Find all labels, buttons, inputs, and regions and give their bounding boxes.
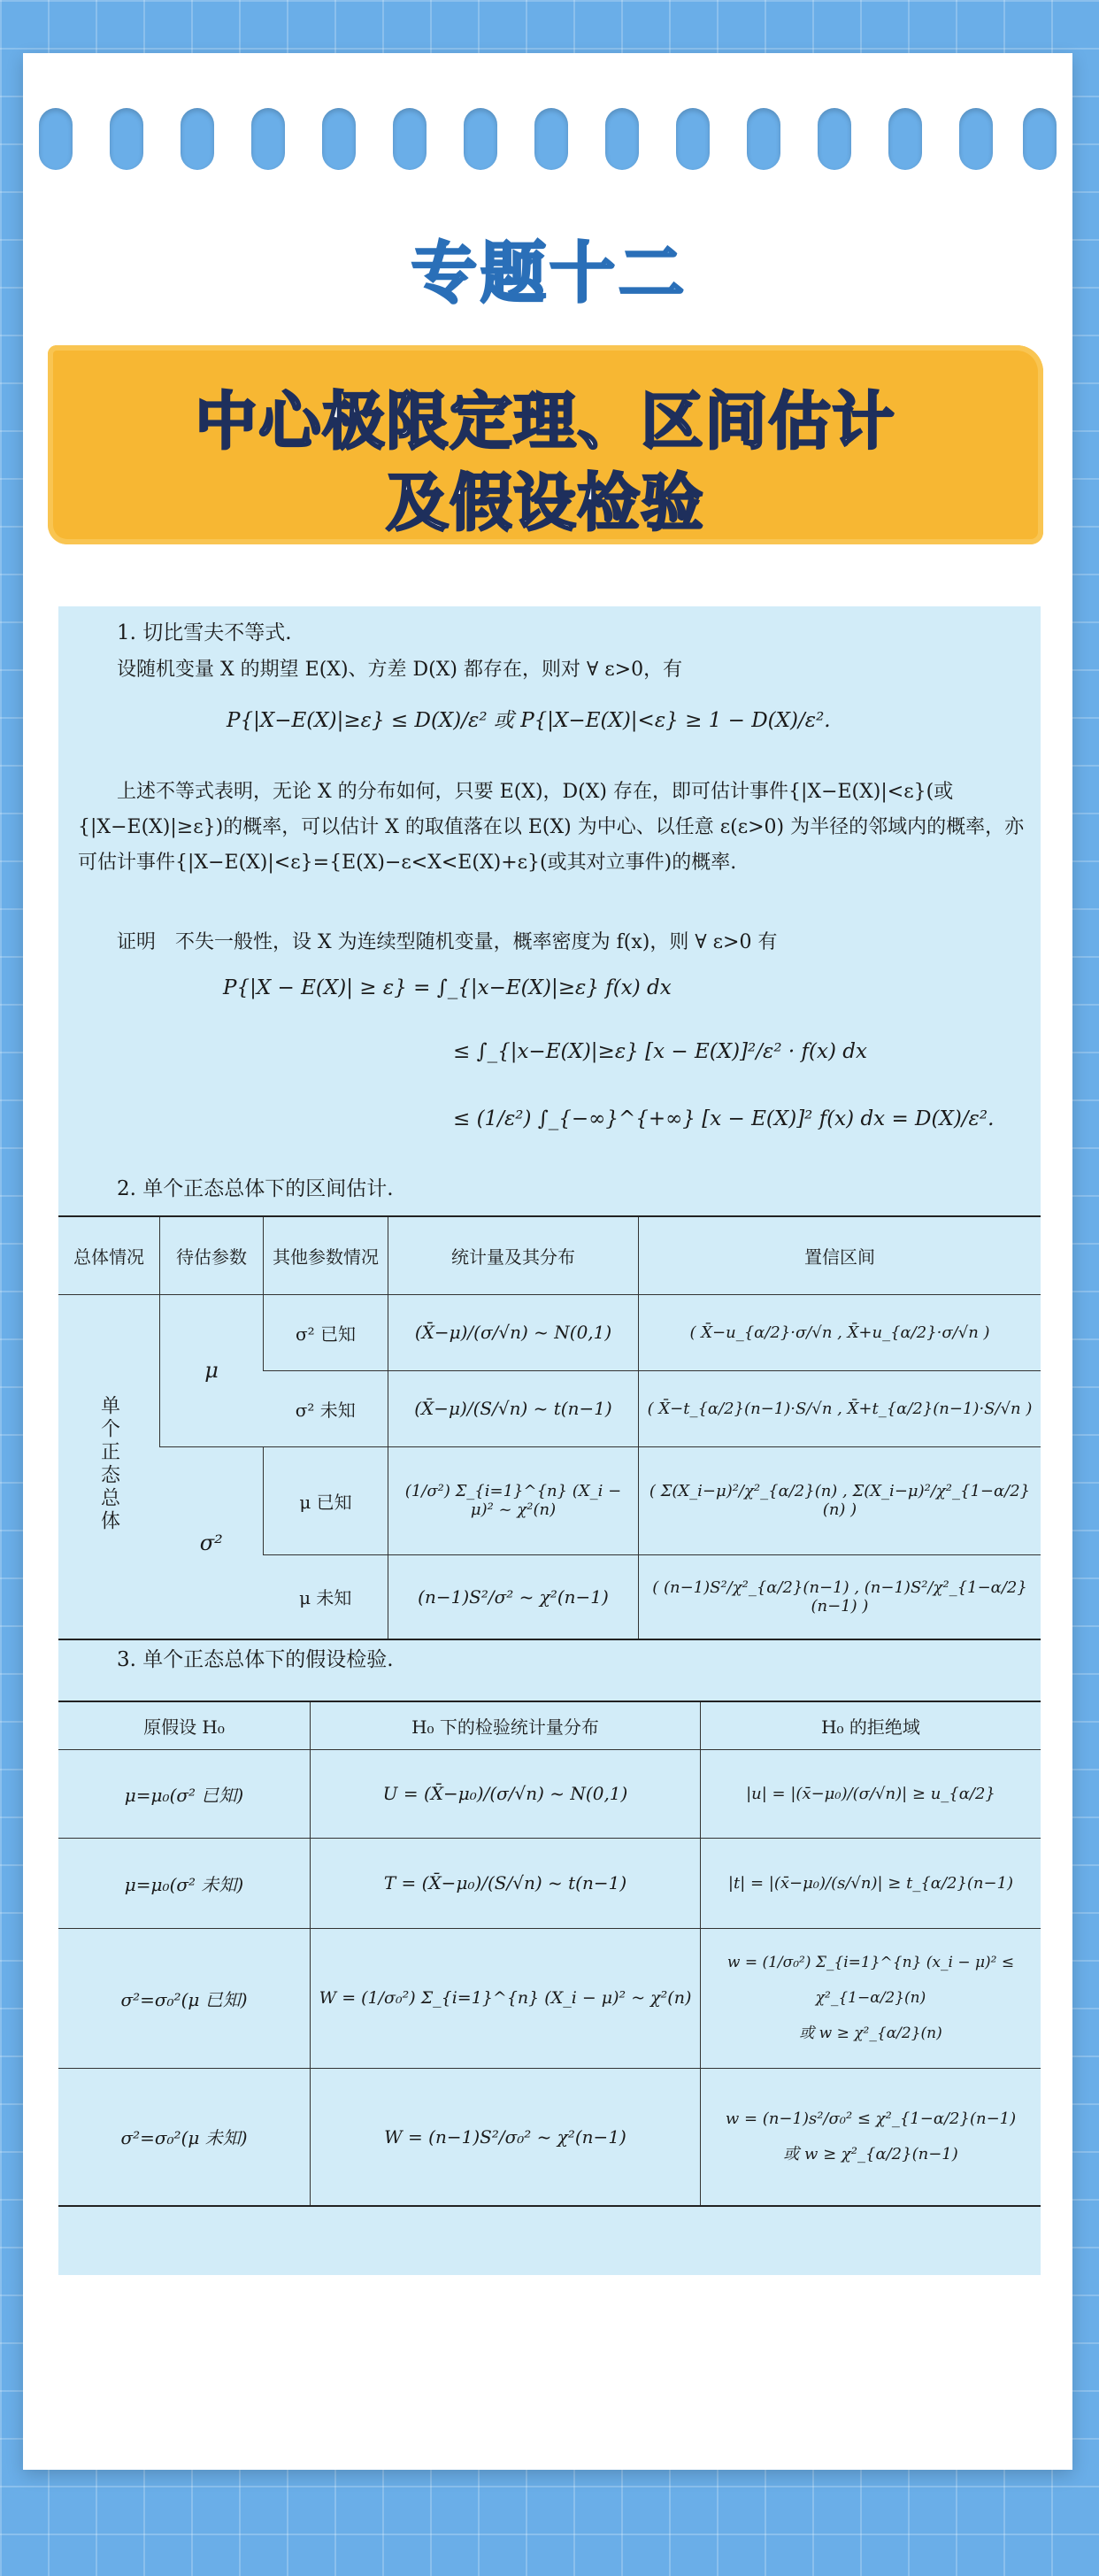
table-cell: σ² 已知 bbox=[264, 1294, 388, 1370]
binder-hole bbox=[1023, 108, 1057, 170]
binder-hole bbox=[251, 108, 285, 170]
table-cell bbox=[701, 2068, 1041, 2206]
proof-line-2: ≤ ∫_{|x−E(X)|≥ε} [x − E(X)]²/ε² · f(x) dx bbox=[453, 1040, 867, 1063]
rejection-line-1: w = (n−1)s²/σ₀² ≤ χ²_{1−α/2}(n−1) bbox=[725, 2109, 1017, 2128]
binder-hole bbox=[110, 108, 143, 170]
title-line-1: 中心极限定理、区间估计 bbox=[195, 385, 896, 458]
param-mu: μ bbox=[160, 1294, 264, 1446]
table-cell: U = (X̄−μ₀)/(σ/√n) ~ N(0,1) bbox=[311, 1749, 701, 1838]
header-test-statistic: H₀ 下的检验统计量分布 bbox=[311, 1701, 701, 1749]
binder-hole bbox=[959, 108, 993, 170]
header-parameter: 待估参数 bbox=[160, 1216, 264, 1294]
binder-hole bbox=[605, 108, 639, 170]
binder-hole bbox=[888, 108, 922, 170]
header-null-hypothesis: 原假设 H₀ bbox=[58, 1701, 311, 1749]
torn-paper-edge bbox=[23, 2355, 1072, 2470]
rejection-line-2: 或 w ≥ χ²_{α/2}(n−1) bbox=[783, 2144, 958, 2163]
table-cell bbox=[701, 1928, 1041, 2068]
header-statistic: 统计量及其分布 bbox=[388, 1216, 639, 1294]
param-sigma: σ² bbox=[160, 1446, 264, 1639]
section1-explanation: 上述不等式表明，无论 X 的分布如何，只要 E(X)，D(X) 存在，即可估计事件{|X−E(X)|<ε}(或{|X−E(X)|≥ε})的概率，可以估计 X 的取值落在以 E(X) 为中心、以任意 ε(ε>0) 为半径的邻域内的概率，亦可估计事件{|X−E(X)|<ε}={E(X)−ε<X<E(X)+ε}(或其对立事件)的概率. bbox=[78, 781, 1025, 874]
rejection-line-2: 或 w ≥ χ²_{α/2}(n) bbox=[799, 2025, 942, 2042]
table-cell: |u| = |(x̄−μ₀)/(σ/√n)| ≥ u_{α/2} bbox=[701, 1749, 1041, 1838]
population-label: 单个正态总体 bbox=[97, 1395, 120, 1534]
table-cell: T = (X̄−μ₀)/(S/√n) ~ t(n−1) bbox=[311, 1838, 701, 1928]
population-cell bbox=[58, 1294, 160, 1639]
table-cell: ( X̄−t_{α/2}(n−1)·S/√n , X̄+t_{α/2}(n−1)·S/√n ) bbox=[639, 1370, 1041, 1446]
title-line-2: 及假设检验 bbox=[386, 467, 705, 539]
header-population: 总体情况 bbox=[58, 1216, 160, 1294]
section1-intro: 设随机变量 X 的期望 E(X)、方差 D(X) 都存在，则对 ∀ ε>0，有 bbox=[117, 659, 683, 681]
table-cell: (X̄−μ)/(σ/√n) ~ N(0,1) bbox=[388, 1294, 639, 1370]
binder-hole bbox=[464, 108, 497, 170]
table-cell: W = (1/σ₀²) Σ_{i=1}^{n} (X_i − μ)² ~ χ²(n) bbox=[311, 1928, 701, 2068]
header-other-params: 其他参数情况 bbox=[264, 1216, 388, 1294]
binder-hole bbox=[39, 108, 73, 170]
table-cell: μ 未知 bbox=[264, 1554, 388, 1639]
rejection-line-1: w = (1/σ₀²) Σ_{i=1}^{n} (x_i − μ)² ≤ χ²_{1−α/2}(n) bbox=[726, 1954, 1015, 2007]
chebyshev-inequality: P{|X−E(X)|≥ε} ≤ D(X)/ε² 或 P{|X−E(X)|<ε} ≥ 1 − D(X)/ε². bbox=[227, 709, 831, 732]
proof-line-3: ≤ (1/ε²) ∫_{−∞}^{+∞} [x − E(X)]² f(x) dx = D(X)/ε². bbox=[453, 1107, 995, 1130]
table-cell: ( (n−1)S²/χ²_{α/2}(n−1) , (n−1)S²/χ²_{1−α/2}(n−1) ) bbox=[639, 1554, 1041, 1639]
content-card bbox=[58, 606, 1041, 2275]
table-cell: σ² 未知 bbox=[264, 1370, 388, 1446]
table-cell: σ²=σ₀²(μ 未知) bbox=[58, 2068, 311, 2206]
binder-hole bbox=[534, 108, 568, 170]
table-cell: μ=μ₀(σ² 已知) bbox=[58, 1749, 311, 1838]
binder-hole bbox=[676, 108, 710, 170]
topic-label: 专题十二 bbox=[411, 235, 688, 312]
binder-hole bbox=[393, 108, 427, 170]
section1-heading: 1. 切比雪夫不等式. bbox=[117, 621, 292, 644]
table-cell: ( X̄−u_{α/2}·σ/√n , X̄+u_{α/2}·σ/√n ) bbox=[639, 1294, 1041, 1370]
binder-hole bbox=[747, 108, 780, 170]
table-cell: μ 已知 bbox=[264, 1446, 388, 1554]
header-rejection-region: H₀ 的拒绝域 bbox=[701, 1701, 1041, 1749]
proof-intro: 证明 不失一般性，设 X 为连续型随机变量，概率密度为 f(x)，则 ∀ ε>0 有 bbox=[117, 931, 778, 953]
table-cell: |t| = |(x̄−μ₀)/(s/√n)| ≥ t_{α/2}(n−1) bbox=[701, 1838, 1041, 1928]
table-cell: μ=μ₀(σ² 未知) bbox=[58, 1838, 311, 1928]
interval-estimation-table bbox=[58, 1215, 1041, 1640]
table-cell: (X̄−μ)/(S/√n) ~ t(n−1) bbox=[388, 1370, 639, 1446]
proof-line-1: P{|X − E(X)| ≥ ε} = ∫_{|x−E(X)|≥ε} f(x) dx bbox=[223, 976, 672, 999]
binder-hole bbox=[818, 108, 851, 170]
title-banner bbox=[48, 345, 1043, 544]
binder-hole bbox=[322, 108, 356, 170]
hypothesis-test-table bbox=[58, 1701, 1041, 2207]
table-cell: σ²=σ₀²(μ 已知) bbox=[58, 1928, 311, 2068]
table-cell: (1/σ²) Σ_{i=1}^{n} (X_i − μ)² ~ χ²(n) bbox=[388, 1446, 639, 1554]
section3-heading: 3. 单个正态总体下的假设检验. bbox=[117, 1648, 394, 1671]
binder-hole bbox=[181, 108, 214, 170]
binder-holes bbox=[23, 108, 1072, 170]
table-cell: W = (n−1)S²/σ₀² ~ χ²(n−1) bbox=[311, 2068, 701, 2206]
table-cell: ( Σ(X_i−μ)²/χ²_{α/2}(n) , Σ(X_i−μ)²/χ²_{1−α/2}(n) ) bbox=[639, 1446, 1041, 1554]
section2-heading: 2. 单个正态总体下的区间估计. bbox=[117, 1177, 394, 1200]
table-cell: (n−1)S²/σ² ~ χ²(n−1) bbox=[388, 1554, 639, 1639]
header-interval: 置信区间 bbox=[639, 1216, 1041, 1294]
